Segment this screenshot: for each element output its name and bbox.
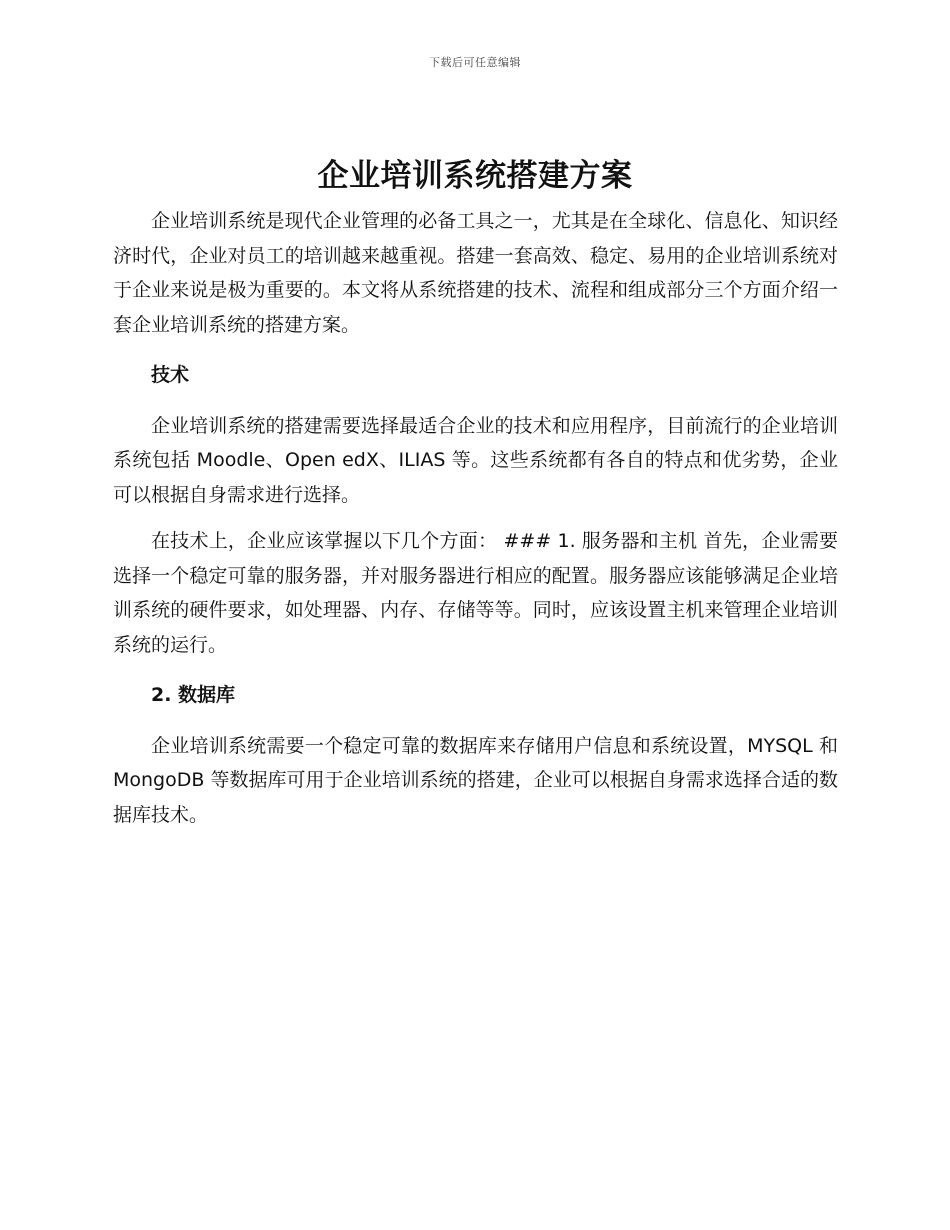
document-body <box>113 204 838 832</box>
tech-paragraph-1: 企业培训系统的搭建需要选择最适合企业的技术和应用程序，目前流行的企业培训系统包括 Moodle、Open edX、ILIAS 等。这些系统都有各自的特点和优劣势，企业可以根据自身需求进行选择。 <box>113 414 838 506</box>
intro-paragraph: 企业培训系统是现代企业管理的必备工具之一，尤其是在全球化、信息化、知识经济时代，企业对员工的培训越来越重视。搭建一套高效、稳定、易用的企业培训系统对于企业来说是极为重要的。本文将从系统搭建的技术、流程和组成部分三个方面介绍一套企业培训系统的搭建方案。 <box>113 210 838 336</box>
section-heading-tech: 技术 <box>151 364 190 386</box>
tech-paragraph-2: 在技术上，企业应该掌握以下几个方面： ### 1. 服务器和主机 首先，企业需要选择一个稳定可靠的服务器，并对服务器进行相应的配置。服务器应该能够满足企业培训系统的硬件要求，如处理器、内存、存储等等。同时，应该设置主机来管理企业培训系统的运行。 <box>113 530 838 656</box>
document-title: 企业培训系统搭建方案 <box>317 158 633 194</box>
database-paragraph: 企业培训系统需要一个稳定可靠的数据库来存储用户信息和系统设置，MYSQL 和 MongoDB 等数据库可用于企业培训系统的搭建，企业可以根据自身需求选择合适的数据库技术。 <box>113 734 838 826</box>
header-note: 下载后可任意编辑 <box>429 56 521 69</box>
section-heading-database: 2. 数据库 <box>151 684 236 706</box>
